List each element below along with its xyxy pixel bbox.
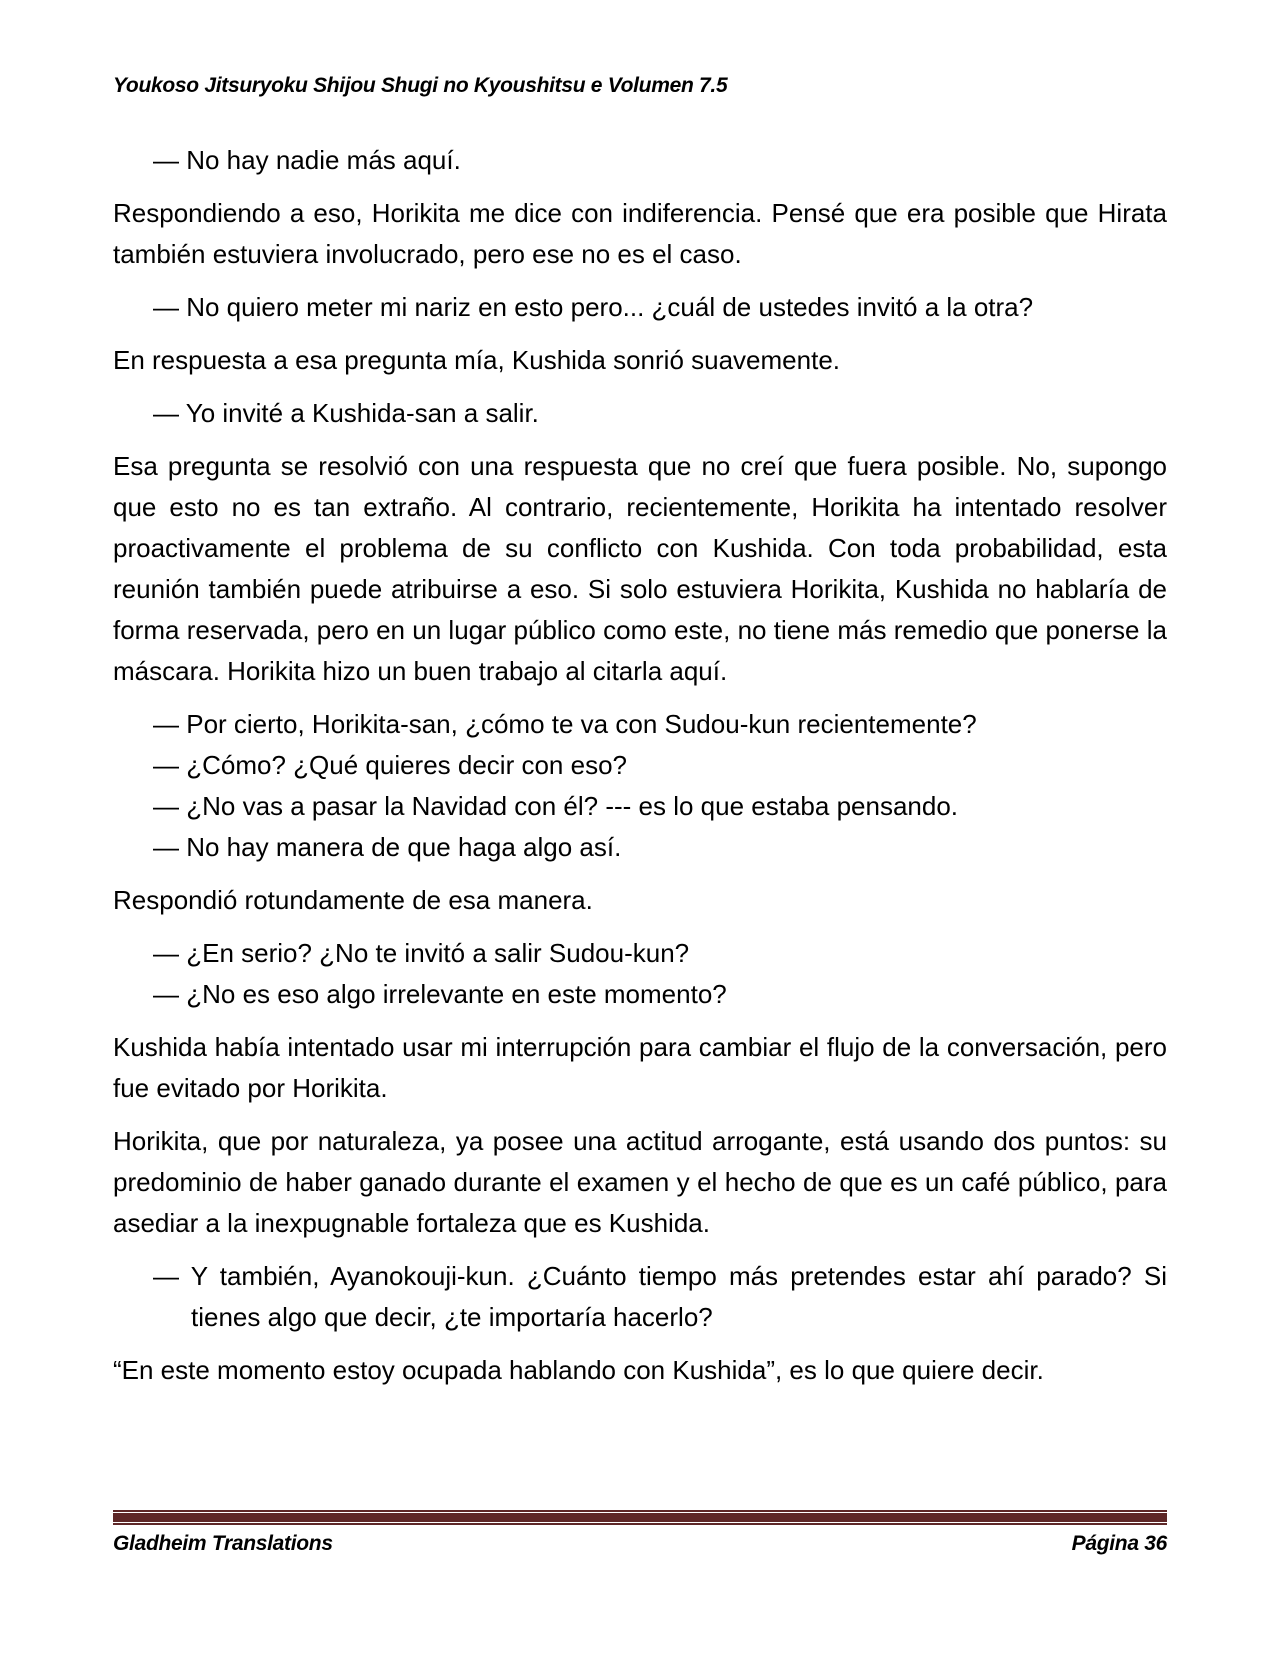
dialogue-line: — No hay nadie más aquí. <box>153 145 461 175</box>
footer-page-number: Página 36 <box>1071 1532 1167 1555</box>
dialogue-line: — Por cierto, Horikita-san, ¿cómo te va con Sudou-kun recientemente? <box>153 709 977 739</box>
paragraph: En respuesta a esa pregunta mía, Kushida sonrió suavemente. <box>113 345 840 375</box>
footer-translator-credit: Gladheim Translations <box>113 1532 333 1555</box>
running-header-title: Youkoso Jitsuryoku Shijou Shugi no Kyoushitsu e Volumen 7.5 <box>113 74 728 97</box>
dialogue-line: — No hay manera de que haga algo así. <box>153 832 622 862</box>
footer-divider-rule <box>113 1510 1167 1525</box>
paragraph: “En este momento estoy ocupada hablando con Kushida”, es lo que quiere decir. <box>113 1355 1044 1385</box>
paragraph: Esa pregunta se resolvió con una respuesta que no creí que fuera posible. No, supongo que esto no es tan extraño. Al contrario, recientemente, Horikita ha intentado resolver proactivamente el problema de su conflicto con Kushida. Con toda probabilidad, esta reunión también puede atribuirse a eso. Si solo estuviera Horikita, Kushida no hablaría de forma reservada, pero en un lugar público como este, no tiene más remedio que ponerse la máscara. Horikita hizo un buen trabajo al citarla aquí. <box>113 451 1167 686</box>
dialogue-group <box>113 704 1167 868</box>
dialogue-line: — ¿No es eso algo irrelevante en este momento? <box>153 979 727 1009</box>
paragraph: Respondió rotundamente de esa manera. <box>113 885 593 915</box>
paragraph: Horikita, que por naturaleza, ya posee una actitud arrogante, está usando dos puntos: su predominio de haber ganado durante el examen y el hecho de que es un café público, para asediar a la inexpugnable fortaleza que es Kushida. <box>113 1126 1167 1238</box>
dialogue-paragraph: — Y también, Ayanokouji-kun. ¿Cuánto tiempo más pretendes estar ahí parado? Si tienes algo que decir, ¿te importaría hacerlo? <box>153 1261 1167 1332</box>
dialogue-line: — ¿No vas a pasar la Navidad con él? --- es lo que estaba pensando. <box>153 791 959 821</box>
dialogue-line: — ¿Cómo? ¿Qué quieres decir con eso? <box>153 750 627 780</box>
dialogue-group <box>113 933 1167 1015</box>
dialogue-line: — Yo invité a Kushida-san a salir. <box>153 398 539 428</box>
body-text <box>113 140 1167 1403</box>
dialogue-line: — No quiero meter mi nariz en esto pero... ¿cuál de ustedes invitó a la otra? <box>153 292 1034 322</box>
paragraph: Respondiendo a eso, Horikita me dice con indiferencia. Pensé que era posible que Hirata también estuviera involucrado, pero ese no es el caso. <box>113 198 1167 269</box>
dialogue-line: — ¿En serio? ¿No te invitó a salir Sudou-kun? <box>153 938 690 968</box>
paragraph: Kushida había intentado usar mi interrupción para cambiar el flujo de la conversación, pero fue evitado por Horikita. <box>113 1032 1167 1103</box>
page-footer <box>113 1532 1167 1556</box>
